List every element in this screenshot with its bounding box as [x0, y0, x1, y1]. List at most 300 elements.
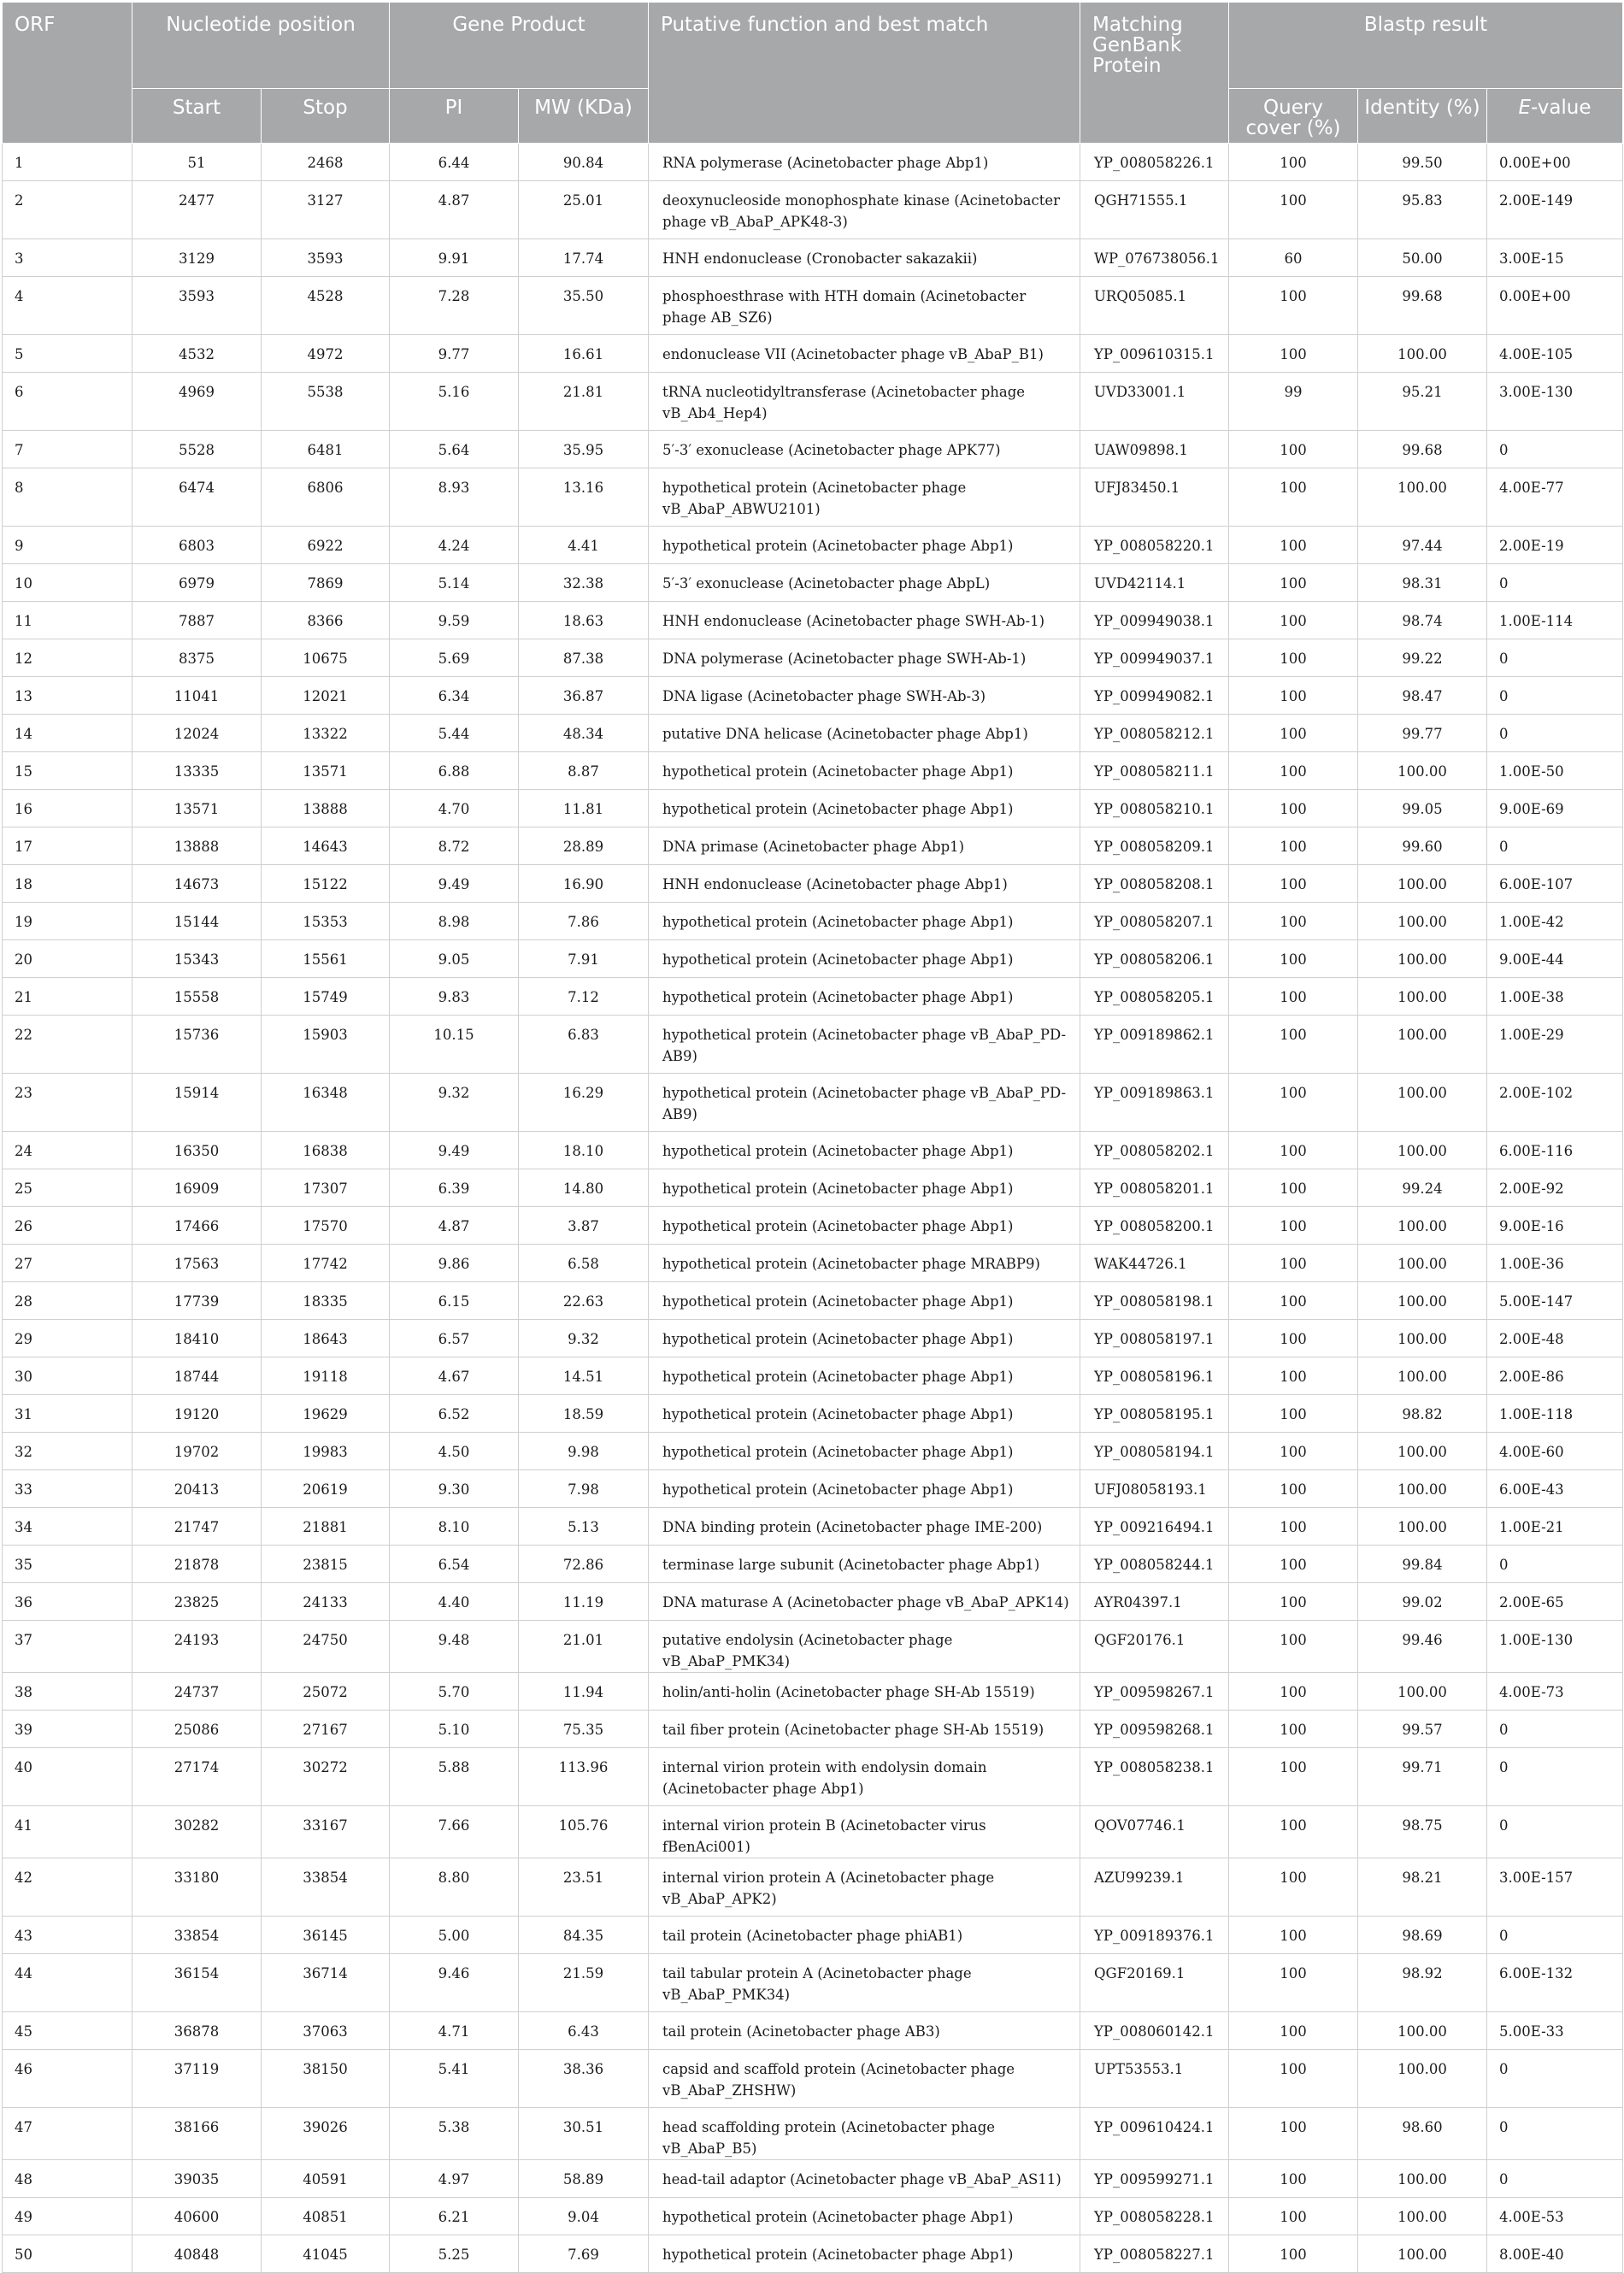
evalue-cell: 9.00E-69: [1487, 790, 1623, 827]
query-cover-cell: 100: [1229, 1748, 1358, 1806]
orf-cell: 6: [3, 373, 132, 431]
stop-cell: 36714: [262, 1954, 390, 2012]
pi-cell: 6.44: [390, 144, 519, 181]
identity-cell: 100.00: [1358, 1320, 1487, 1357]
evalue-cell: 2.00E-92: [1487, 1169, 1623, 1207]
start-cell: 5528: [132, 431, 262, 468]
function-cell: phosphoesthrase with HTH domain (Acinetobacter phage AB_SZ6): [649, 277, 1080, 335]
pi-cell: 9.05: [390, 940, 519, 978]
mw-cell: 22.63: [519, 1282, 649, 1320]
identity-cell: 100.00: [1358, 2160, 1487, 2198]
function-cell: DNA binding protein (Acinetobacter phage IME-200): [649, 1508, 1080, 1546]
pi-cell: 8.80: [390, 1858, 519, 1917]
start-cell: 20413: [132, 1470, 262, 1508]
genbank-accession-cell: QGF20169.1: [1080, 1954, 1229, 2012]
genbank-accession-cell: UAW09898.1: [1080, 431, 1229, 468]
evalue-cell: 0: [1487, 2050, 1623, 2108]
function-cell: hypothetical protein (Acinetobacter phage Abp1): [649, 1433, 1080, 1470]
query-cover-cell: 100: [1229, 1470, 1358, 1508]
mw-cell: 84.35: [519, 1917, 649, 1954]
start-cell: 4969: [132, 373, 262, 431]
header-stop: Stop: [262, 89, 390, 144]
stop-cell: 15903: [262, 1016, 390, 1074]
stop-cell: 38150: [262, 2050, 390, 2108]
evalue-cell: 9.00E-44: [1487, 940, 1623, 978]
evalue-cell: 0.00E+00: [1487, 277, 1623, 335]
table-row: [3, 1508, 1623, 1546]
table-row: [3, 827, 1623, 865]
table-row: [3, 2050, 1623, 2108]
start-cell: 21747: [132, 1508, 262, 1546]
query-cover-cell: 60: [1229, 239, 1358, 277]
evalue-cell: 1.00E-38: [1487, 978, 1623, 1016]
mw-cell: 9.04: [519, 2198, 649, 2235]
identity-cell: 100.00: [1358, 1282, 1487, 1320]
mw-cell: 16.90: [519, 865, 649, 903]
table-row: [3, 373, 1623, 431]
pi-cell: 6.21: [390, 2198, 519, 2235]
table-row: [3, 2198, 1623, 2235]
identity-cell: 100.00: [1358, 1207, 1487, 1245]
identity-cell: 100.00: [1358, 2050, 1487, 2108]
pi-cell: 4.71: [390, 2012, 519, 2050]
mw-cell: 21.59: [519, 1954, 649, 2012]
pi-cell: 4.87: [390, 1207, 519, 1245]
function-cell: hypothetical protein (Acinetobacter phage Abp1): [649, 1320, 1080, 1357]
genbank-accession-cell: UVD33001.1: [1080, 373, 1229, 431]
stop-cell: 12021: [262, 677, 390, 715]
orf-cell: 45: [3, 2012, 132, 2050]
pi-cell: 6.15: [390, 1282, 519, 1320]
table-row: [3, 639, 1623, 677]
pi-cell: 8.98: [390, 903, 519, 940]
table-row: [3, 978, 1623, 1016]
orf-cell: 19: [3, 903, 132, 940]
genbank-accession-cell: YP_009216494.1: [1080, 1508, 1229, 1546]
stop-cell: 18643: [262, 1320, 390, 1357]
stop-cell: 13888: [262, 790, 390, 827]
pi-cell: 4.87: [390, 181, 519, 239]
pi-cell: 5.25: [390, 2235, 519, 2273]
genbank-accession-cell: YP_009610424.1: [1080, 2108, 1229, 2160]
evalue-cell: 0: [1487, 1711, 1623, 1748]
query-cover-cell: 100: [1229, 2198, 1358, 2235]
function-cell: HNH endonuclease (Acinetobacter phage Abp1): [649, 865, 1080, 903]
stop-cell: 21881: [262, 1508, 390, 1546]
stop-cell: 25072: [262, 1673, 390, 1711]
start-cell: 17739: [132, 1282, 262, 1320]
pi-cell: 9.48: [390, 1621, 519, 1673]
function-cell: hypothetical protein (Acinetobacter phage Abp1): [649, 940, 1080, 978]
pi-cell: 5.88: [390, 1748, 519, 1806]
evalue-cell: 6.00E-132: [1487, 1954, 1623, 2012]
stop-cell: 13571: [262, 752, 390, 790]
stop-cell: 33854: [262, 1858, 390, 1917]
orf-cell: 17: [3, 827, 132, 865]
orf-cell: 2: [3, 181, 132, 239]
orf-cell: 39: [3, 1711, 132, 1748]
table-row: [3, 2108, 1623, 2160]
genbank-accession-cell: UPT53553.1: [1080, 2050, 1229, 2108]
genbank-accession-cell: QGF20176.1: [1080, 1621, 1229, 1673]
evalue-cell: 0: [1487, 827, 1623, 865]
start-cell: 40600: [132, 2198, 262, 2235]
stop-cell: 5538: [262, 373, 390, 431]
start-cell: 51: [132, 144, 262, 181]
genbank-accession-cell: YP_009949037.1: [1080, 639, 1229, 677]
start-cell: 38166: [132, 2108, 262, 2160]
stop-cell: 6806: [262, 468, 390, 527]
table-row: [3, 1546, 1623, 1583]
function-cell: DNA ligase (Acinetobacter phage SWH-Ab-3): [649, 677, 1080, 715]
start-cell: 14673: [132, 865, 262, 903]
stop-cell: 19118: [262, 1357, 390, 1395]
pi-cell: 5.38: [390, 2108, 519, 2160]
mw-cell: 9.32: [519, 1320, 649, 1357]
function-cell: DNA polymerase (Acinetobacter phage SWH-Ab-1): [649, 639, 1080, 677]
query-cover-cell: 100: [1229, 1357, 1358, 1395]
function-cell: hypothetical protein (Acinetobacter phage Abp1): [649, 978, 1080, 1016]
table-row: [3, 1169, 1623, 1207]
mw-cell: 8.87: [519, 752, 649, 790]
query-cover-cell: 100: [1229, 1673, 1358, 1711]
evalue-cell: 9.00E-16: [1487, 1207, 1623, 1245]
stop-cell: 15749: [262, 978, 390, 1016]
table-row: [3, 1016, 1623, 1074]
orf-cell: 35: [3, 1546, 132, 1583]
orf-cell: 7: [3, 431, 132, 468]
function-cell: internal virion protein B (Acinetobacter virus fBenAci001): [649, 1806, 1080, 1858]
function-cell: endonuclease VII (Acinetobacter phage vB_AbaP_B1): [649, 335, 1080, 373]
identity-cell: 99.84: [1358, 1546, 1487, 1583]
pi-cell: 5.64: [390, 431, 519, 468]
genbank-accession-cell: YP_009189863.1: [1080, 1074, 1229, 1132]
table-body: [3, 144, 1623, 2273]
identity-cell: 100.00: [1358, 1357, 1487, 1395]
orf-cell: 33: [3, 1470, 132, 1508]
table-row: [3, 1583, 1623, 1621]
table-row: [3, 1917, 1623, 1954]
query-cover-cell: 100: [1229, 144, 1358, 181]
mw-cell: 36.87: [519, 677, 649, 715]
header-evalue: [1487, 89, 1623, 144]
table-row: [3, 903, 1623, 940]
evalue-cell: 1.00E-130: [1487, 1621, 1623, 1673]
identity-cell: 99.57: [1358, 1711, 1487, 1748]
table-row: [3, 564, 1623, 602]
table-row: [3, 2012, 1623, 2050]
identity-cell: 98.69: [1358, 1917, 1487, 1954]
orf-cell: 18: [3, 865, 132, 903]
function-cell: internal virion protein A (Acinetobacter phage vB_AbaP_APK2): [649, 1858, 1080, 1917]
evalue-cell: 6.00E-116: [1487, 1132, 1623, 1169]
genbank-accession-cell: YP_008058196.1: [1080, 1357, 1229, 1395]
genbank-accession-cell: YP_009949038.1: [1080, 602, 1229, 639]
pi-cell: 9.59: [390, 602, 519, 639]
mw-cell: 25.01: [519, 181, 649, 239]
evalue-cell: 0: [1487, 431, 1623, 468]
genbank-accession-cell: YP_008058207.1: [1080, 903, 1229, 940]
table-row: [3, 277, 1623, 335]
identity-cell: 50.00: [1358, 239, 1487, 277]
identity-cell: 99.68: [1358, 277, 1487, 335]
stop-cell: 4972: [262, 335, 390, 373]
stop-cell: 15561: [262, 940, 390, 978]
function-cell: hypothetical protein (Acinetobacter phage Abp1): [649, 1132, 1080, 1169]
table-row: [3, 1132, 1623, 1169]
identity-cell: 100.00: [1358, 1508, 1487, 1546]
stop-cell: 3127: [262, 181, 390, 239]
identity-cell: 99.46: [1358, 1621, 1487, 1673]
header-evalue-rest: -value: [1531, 97, 1592, 119]
header-start: Start: [132, 89, 262, 144]
orf-cell: 10: [3, 564, 132, 602]
pi-cell: 7.66: [390, 1806, 519, 1858]
table-row: [3, 144, 1623, 181]
orf-cell: 20: [3, 940, 132, 978]
mw-cell: 7.12: [519, 978, 649, 1016]
genbank-accession-cell: YP_009949082.1: [1080, 677, 1229, 715]
table-row: [3, 1711, 1623, 1748]
evalue-cell: 0: [1487, 677, 1623, 715]
mw-cell: 16.29: [519, 1074, 649, 1132]
function-cell: hypothetical protein (Acinetobacter phage vB_AbaP_PD-AB9): [649, 1074, 1080, 1132]
identity-cell: 100.00: [1358, 2235, 1487, 2273]
identity-cell: 98.82: [1358, 1395, 1487, 1433]
mw-cell: 75.35: [519, 1711, 649, 1748]
identity-cell: 99.05: [1358, 790, 1487, 827]
stop-cell: 16348: [262, 1074, 390, 1132]
query-cover-cell: 100: [1229, 940, 1358, 978]
pi-cell: 9.83: [390, 978, 519, 1016]
stop-cell: 17307: [262, 1169, 390, 1207]
genbank-accession-cell: YP_008058211.1: [1080, 752, 1229, 790]
mw-cell: 11.19: [519, 1583, 649, 1621]
evalue-cell: 2.00E-19: [1487, 527, 1623, 564]
mw-cell: 7.86: [519, 903, 649, 940]
mw-cell: 5.13: [519, 1508, 649, 1546]
stop-cell: 24750: [262, 1621, 390, 1673]
genbank-accession-cell: QOV07746.1: [1080, 1806, 1229, 1858]
evalue-cell: 0: [1487, 564, 1623, 602]
start-cell: 13888: [132, 827, 262, 865]
pi-cell: 4.67: [390, 1357, 519, 1395]
evalue-cell: 0: [1487, 639, 1623, 677]
function-cell: deoxynucleoside monophosphate kinase (Acinetobacter phage vB_AbaP_APK48-3): [649, 181, 1080, 239]
genbank-accession-cell: YP_008058212.1: [1080, 715, 1229, 752]
mw-cell: 11.81: [519, 790, 649, 827]
function-cell: hypothetical protein (Acinetobacter phage Abp1): [649, 1357, 1080, 1395]
mw-cell: 17.74: [519, 239, 649, 277]
function-cell: hypothetical protein (Acinetobacter phage Abp1): [649, 1169, 1080, 1207]
evalue-cell: 0: [1487, 2160, 1623, 2198]
table-row: [3, 468, 1623, 527]
identity-cell: 98.21: [1358, 1858, 1487, 1917]
mw-cell: 30.51: [519, 2108, 649, 2160]
function-cell: hypothetical protein (Acinetobacter phage vB_AbaP_PD-AB9): [649, 1016, 1080, 1074]
genbank-accession-cell: YP_008058205.1: [1080, 978, 1229, 1016]
identity-cell: 99.71: [1358, 1748, 1487, 1806]
query-cover-cell: 100: [1229, 1954, 1358, 2012]
query-cover-cell: 100: [1229, 1858, 1358, 1917]
function-cell: tRNA nucleotidyltransferase (Acinetobacter phage vB_Ab4_Hep4): [649, 373, 1080, 431]
stop-cell: 18335: [262, 1282, 390, 1320]
evalue-cell: 1.00E-50: [1487, 752, 1623, 790]
identity-cell: 99.50: [1358, 144, 1487, 181]
table-row: [3, 1245, 1623, 1282]
evalue-cell: 3.00E-130: [1487, 373, 1623, 431]
function-cell: putative DNA helicase (Acinetobacter phage Abp1): [649, 715, 1080, 752]
evalue-cell: 2.00E-48: [1487, 1320, 1623, 1357]
start-cell: 11041: [132, 677, 262, 715]
genbank-accession-cell: UVD42114.1: [1080, 564, 1229, 602]
pi-cell: 5.10: [390, 1711, 519, 1748]
genbank-accession-cell: YP_009598267.1: [1080, 1673, 1229, 1711]
table-row: [3, 1621, 1623, 1673]
table-row: [3, 940, 1623, 978]
stop-cell: 6922: [262, 527, 390, 564]
table-row: [3, 1282, 1623, 1320]
stop-cell: 23815: [262, 1546, 390, 1583]
identity-cell: 98.60: [1358, 2108, 1487, 2160]
genbank-accession-cell: YP_008058197.1: [1080, 1320, 1229, 1357]
start-cell: 21878: [132, 1546, 262, 1583]
pi-cell: 7.28: [390, 277, 519, 335]
query-cover-cell: 100: [1229, 2012, 1358, 2050]
stop-cell: 16838: [262, 1132, 390, 1169]
mw-cell: 14.51: [519, 1357, 649, 1395]
orf-cell: 43: [3, 1917, 132, 1954]
orf-cell: 29: [3, 1320, 132, 1357]
header-gene-product: Gene Product: [390, 3, 649, 89]
table-row: [3, 752, 1623, 790]
table-row: [3, 790, 1623, 827]
mw-cell: 6.43: [519, 2012, 649, 2050]
table-row: [3, 1395, 1623, 1433]
pi-cell: 9.86: [390, 1245, 519, 1282]
identity-cell: 100.00: [1358, 1245, 1487, 1282]
query-cover-cell: 100: [1229, 1546, 1358, 1583]
orf-annotation-table: [2, 2, 1623, 2273]
start-cell: 16350: [132, 1132, 262, 1169]
genbank-accession-cell: YP_009189862.1: [1080, 1016, 1229, 1074]
function-cell: hypothetical protein (Acinetobacter phage Abp1): [649, 903, 1080, 940]
mw-cell: 21.81: [519, 373, 649, 431]
stop-cell: 33167: [262, 1806, 390, 1858]
header-matching-genbank-protein: Matching GenBank Protein: [1080, 3, 1229, 144]
identity-cell: 99.60: [1358, 827, 1487, 865]
function-cell: hypothetical protein (Acinetobacter phage Abp1): [649, 2198, 1080, 2235]
start-cell: 23825: [132, 1583, 262, 1621]
genbank-accession-cell: YP_009610315.1: [1080, 335, 1229, 373]
query-cover-cell: 100: [1229, 1806, 1358, 1858]
pi-cell: 4.97: [390, 2160, 519, 2198]
genbank-accession-cell: YP_008058202.1: [1080, 1132, 1229, 1169]
pi-cell: 5.14: [390, 564, 519, 602]
pi-cell: 5.16: [390, 373, 519, 431]
stop-cell: 6481: [262, 431, 390, 468]
evalue-cell: 4.00E-77: [1487, 468, 1623, 527]
query-cover-cell: 100: [1229, 1245, 1358, 1282]
genbank-accession-cell: YP_008058238.1: [1080, 1748, 1229, 1806]
pi-cell: 5.41: [390, 2050, 519, 2108]
function-cell: hypothetical protein (Acinetobacter phage Abp1): [649, 1282, 1080, 1320]
pi-cell: 9.77: [390, 335, 519, 373]
stop-cell: 10675: [262, 639, 390, 677]
identity-cell: 100.00: [1358, 335, 1487, 373]
genbank-accession-cell: WAK44726.1: [1080, 1245, 1229, 1282]
mw-cell: 18.59: [519, 1395, 649, 1433]
identity-cell: 99.24: [1358, 1169, 1487, 1207]
query-cover-cell: 100: [1229, 790, 1358, 827]
table-row: [3, 335, 1623, 373]
evalue-cell: 2.00E-102: [1487, 1074, 1623, 1132]
table-row: [3, 1673, 1623, 1711]
table-row: [3, 1074, 1623, 1132]
pi-cell: 5.70: [390, 1673, 519, 1711]
pi-cell: 9.49: [390, 1132, 519, 1169]
table-row: [3, 602, 1623, 639]
identity-cell: 100.00: [1358, 1132, 1487, 1169]
evalue-cell: 3.00E-157: [1487, 1858, 1623, 1917]
query-cover-cell: 100: [1229, 1016, 1358, 1074]
table-row: [3, 2235, 1623, 2273]
start-cell: 16909: [132, 1169, 262, 1207]
mw-cell: 21.01: [519, 1621, 649, 1673]
pi-cell: 9.49: [390, 865, 519, 903]
pi-cell: 6.88: [390, 752, 519, 790]
table-row: [3, 1207, 1623, 1245]
start-cell: 19120: [132, 1395, 262, 1433]
table-row: [3, 677, 1623, 715]
stop-cell: 30272: [262, 1748, 390, 1806]
orf-cell: 48: [3, 2160, 132, 2198]
stop-cell: 14643: [262, 827, 390, 865]
genbank-accession-cell: YP_008058201.1: [1080, 1169, 1229, 1207]
mw-cell: 11.94: [519, 1673, 649, 1711]
stop-cell: 19983: [262, 1433, 390, 1470]
function-cell: DNA primase (Acinetobacter phage Abp1): [649, 827, 1080, 865]
identity-cell: 100.00: [1358, 1016, 1487, 1074]
mw-cell: 90.84: [519, 144, 649, 181]
stop-cell: 40591: [262, 2160, 390, 2198]
mw-cell: 48.34: [519, 715, 649, 752]
orf-cell: 24: [3, 1132, 132, 1169]
stop-cell: 3593: [262, 239, 390, 277]
function-cell: HNH endonuclease (Acinetobacter phage SWH-Ab-1): [649, 602, 1080, 639]
query-cover-cell: 100: [1229, 335, 1358, 373]
mw-cell: 9.98: [519, 1433, 649, 1470]
start-cell: 12024: [132, 715, 262, 752]
table-row: [3, 239, 1623, 277]
query-cover-cell: 100: [1229, 1132, 1358, 1169]
query-cover-cell: 100: [1229, 2235, 1358, 2273]
mw-cell: 14.80: [519, 1169, 649, 1207]
table-row: [3, 431, 1623, 468]
start-cell: 3129: [132, 239, 262, 277]
table-header: [3, 3, 1623, 144]
genbank-accession-cell: YP_008058226.1: [1080, 144, 1229, 181]
query-cover-cell: 100: [1229, 827, 1358, 865]
orf-cell: 15: [3, 752, 132, 790]
genbank-accession-cell: YP_008058209.1: [1080, 827, 1229, 865]
orf-cell: 44: [3, 1954, 132, 2012]
orf-cell: 34: [3, 1508, 132, 1546]
header-mw: MW (KDa): [519, 89, 649, 144]
stop-cell: 13322: [262, 715, 390, 752]
start-cell: 15914: [132, 1074, 262, 1132]
mw-cell: 105.76: [519, 1806, 649, 1858]
